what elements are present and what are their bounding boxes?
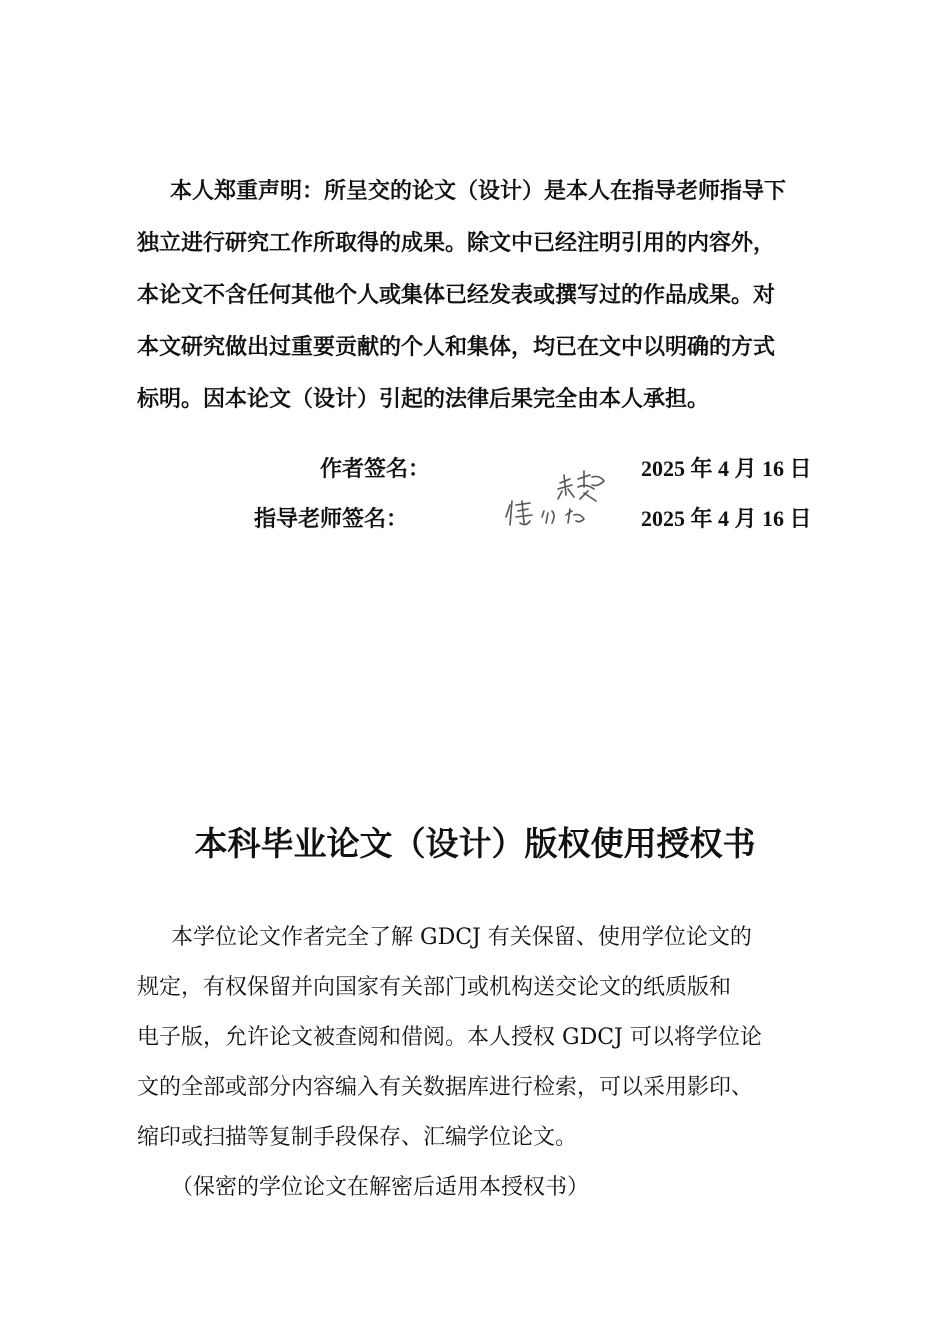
- authorization-line: 缩印或扫描等复制手段保存、汇编学位论文。: [137, 1125, 578, 1150]
- declaration-line: 本论文不含任何其他个人或集体已经发表或撰写过的作品成果。对: [137, 282, 776, 308]
- advisor-signature-label: 指导老师签名：: [254, 506, 409, 532]
- declaration-line: 标明。因本论文（设计）引起的法律后果完全由本人承担。: [137, 386, 710, 412]
- declaration-line: 本人郑重声明：所呈交的论文（设计）是本人在指导老师指导下: [170, 178, 787, 204]
- handwritten-signature: [500, 465, 615, 535]
- author-signature-label: 作者签名：: [320, 456, 431, 482]
- authorization-line: 本学位论文作者完全了解 GDCJ 有关保留、使用学位论文的: [171, 925, 752, 950]
- authorization-line: 电子版，允许论文被查阅和借阅。本人授权 GDCJ 可以将学位论: [137, 1025, 762, 1050]
- declaration-line: 独立进行研究工作所取得的成果。除文中已经注明引用的内容外，: [137, 230, 776, 256]
- authorization-line: 文的全部或部分内容编入有关数据库进行检索，可以采用影印、: [137, 1075, 754, 1100]
- authorization-title: 本科毕业论文（设计）版权使用授权书: [194, 824, 756, 863]
- authorization-paragraph: [137, 913, 867, 1213]
- authorization-note: （保密的学位论文在解密后适用本授权书）: [171, 1175, 590, 1200]
- authorization-line: 规定，有权保留并向国家有关部门或机构送交论文的纸质版和: [137, 975, 732, 1000]
- advisor-sign-date: 2025 年 4 月 16 日: [641, 506, 812, 531]
- declaration-line: 本文研究做出过重要贡献的个人和集体，均已在文中以明确的方式: [137, 334, 776, 360]
- declaration-paragraph: [137, 165, 837, 425]
- author-sign-date: 2025 年 4 月 16 日: [641, 456, 812, 481]
